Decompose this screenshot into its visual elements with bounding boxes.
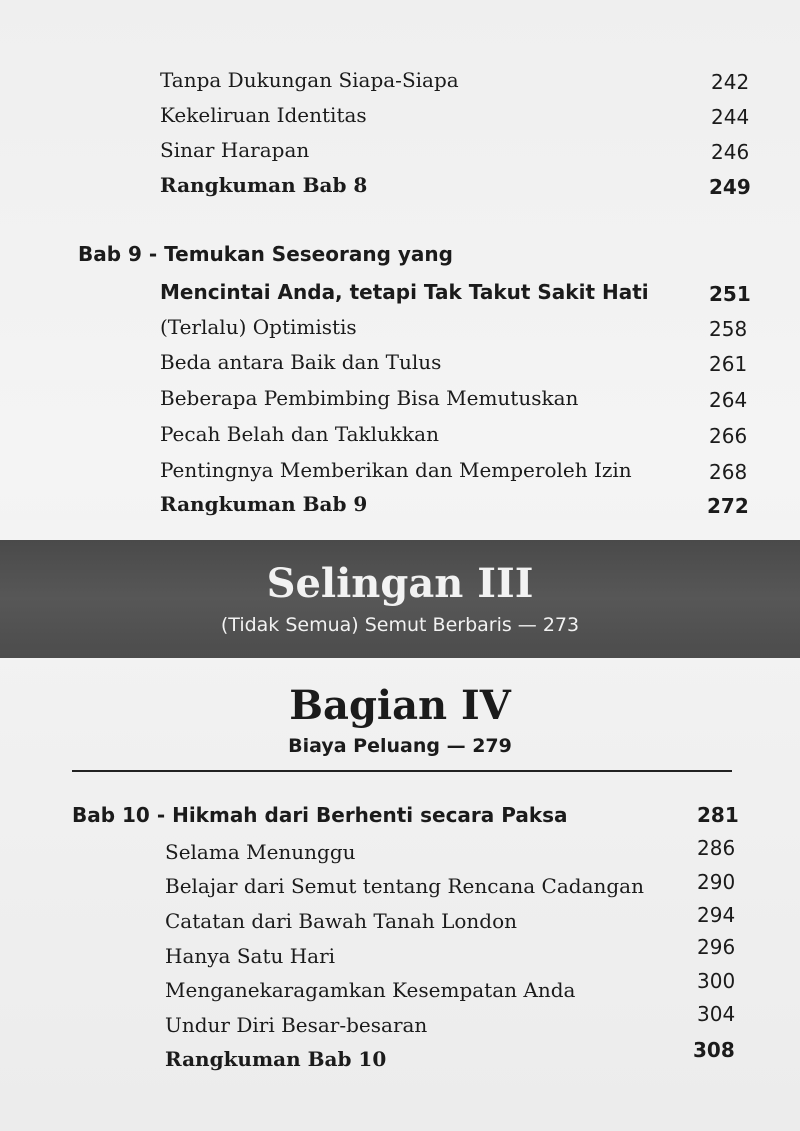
toc-entry-page: 261 [709, 352, 748, 376]
toc-summary-page: 308 [693, 1038, 735, 1062]
toc-entry-title: Belajar dari Semut tentang Rencana Cadangan [165, 874, 644, 898]
toc-entry-page: 290 [697, 870, 736, 894]
interlude-title: Selingan III [266, 560, 534, 607]
part-subtitle: Biaya Peluang — 279 [288, 735, 512, 757]
toc-summary-title: Rangkuman Bab 10 [165, 1047, 387, 1071]
toc-entry-title: Kekeliruan Identitas [160, 103, 367, 127]
toc-entry-title: Pecah Belah dan Taklukkan [160, 422, 439, 446]
toc-entry-title: Beberapa Pembimbing Bisa Memutuskan [160, 386, 579, 410]
toc-entry-page: 246 [711, 140, 750, 164]
chapter-page: 281 [697, 803, 739, 827]
toc-entry-page: 304 [697, 1002, 736, 1026]
toc-summary-title: Rangkuman Bab 9 [160, 492, 368, 516]
toc-entry-page: 286 [697, 836, 736, 860]
interlude-subtitle: (Tidak Semua) Semut Berbaris — 273 [220, 614, 580, 636]
toc-entry-page: 242 [711, 70, 750, 94]
toc-entry-title: Hanya Satu Hari [165, 944, 336, 968]
toc-entry-page: 268 [709, 460, 748, 484]
toc-entry-page: 296 [697, 935, 736, 959]
toc-entry-page: 266 [709, 424, 748, 448]
toc-entry-page: 244 [711, 105, 750, 129]
toc-entry-title: Sinar Harapan [160, 138, 310, 162]
toc-entry-title: Undur Diri Besar-besaran [165, 1013, 428, 1037]
part-title: Bagian IV [289, 682, 511, 729]
chapter-heading-continued: Mencintai Anda, tetapi Tak Takut Sakit Hati [160, 280, 649, 304]
toc-summary-title: Rangkuman Bab 8 [160, 173, 368, 197]
toc-entry-page: 300 [697, 969, 736, 993]
toc-entry-title: (Terlalu) Optimistis [160, 315, 357, 339]
toc-entry-title: Beda antara Baik dan Tulus [160, 350, 442, 374]
toc-entry-title: Pentingnya Memberikan dan Memperoleh Izin [160, 458, 632, 482]
chapter-heading: Bab 9 - Temukan Seseorang yang [78, 242, 453, 266]
toc-entry-page: 258 [709, 317, 748, 341]
chapter-page: 251 [709, 282, 751, 306]
toc-entry-title: Catatan dari Bawah Tanah London [165, 909, 518, 933]
divider [72, 770, 732, 772]
toc-entry-title: Tanpa Dukungan Siapa-Siapa [160, 68, 459, 92]
toc-entry-title: Menganekaragamkan Kesempatan Anda [165, 978, 576, 1002]
toc-entry-title: Selama Menunggu [165, 840, 356, 864]
toc-summary-page: 272 [707, 494, 749, 518]
toc-entry-page: 264 [709, 388, 748, 412]
toc-summary-page: 249 [709, 175, 751, 199]
toc-entry-page: 294 [697, 903, 736, 927]
chapter-heading: Bab 10 - Hikmah dari Berhenti secara Paksa [72, 803, 568, 827]
